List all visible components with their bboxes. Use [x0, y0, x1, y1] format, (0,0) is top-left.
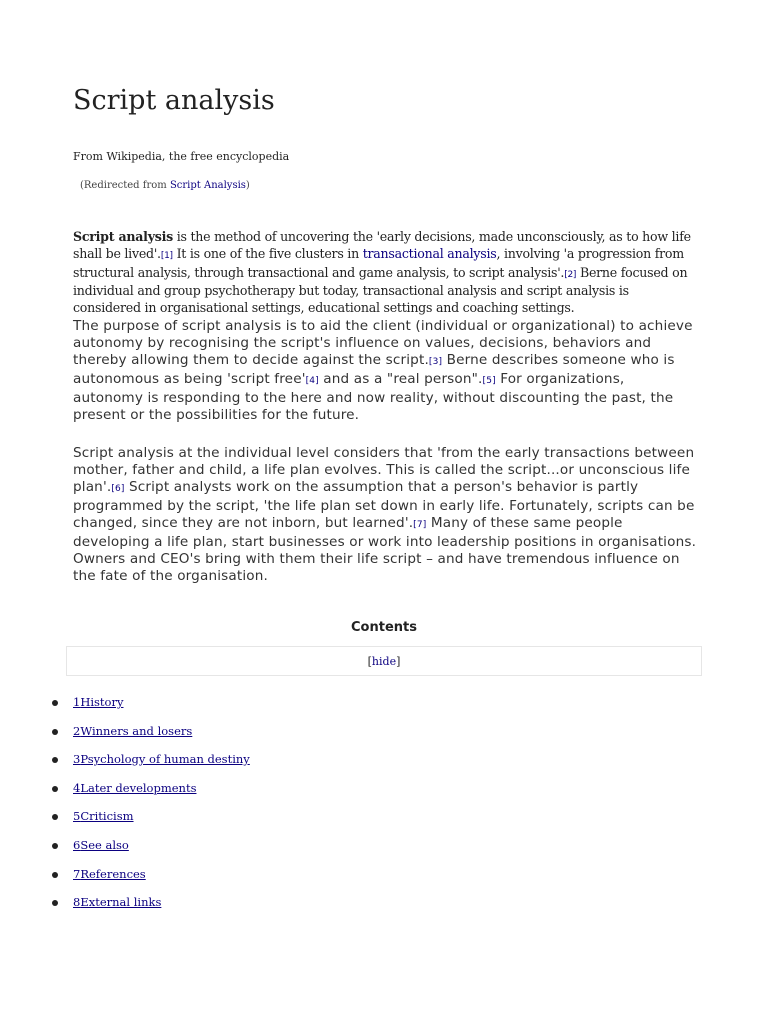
redirect-suffix: ): [245, 180, 250, 191]
bold-term: Script analysis: [73, 229, 173, 244]
purpose-paragraph: [73, 318, 698, 424]
redirect-source-link[interactable]: Script Analysis: [169, 180, 246, 191]
toc-link-psychology-of-human-destiny[interactable]: 3Psychology of human destiny: [73, 752, 250, 767]
toc-item: [0, 745, 250, 774]
ref-3-link[interactable]: [429, 352, 442, 368]
toc-hide-link[interactable]: hide: [371, 655, 397, 668]
purpose-text-3: and as a "real person".: [318, 371, 483, 387]
ref-6: [6]: [111, 484, 125, 494]
ref-7-link[interactable]: [413, 515, 426, 531]
bullet-icon: [52, 757, 58, 763]
toc-link-references[interactable]: 7References: [73, 866, 146, 881]
bullet-icon: [52, 700, 58, 706]
ref-4: [4]: [305, 376, 319, 386]
purpose-text-2: Berne describes someone who is autonomous as being 'script free': [73, 352, 675, 387]
ref-1: [1]: [160, 250, 173, 261]
ref-3: [3]: [428, 357, 443, 367]
toc-bracket-close: ]: [396, 655, 401, 668]
ref-6-link[interactable]: [111, 479, 124, 495]
redirect-notice: [80, 180, 250, 191]
ref-4-link[interactable]: [306, 371, 319, 387]
toc-item: [0, 688, 250, 717]
bullet-icon: [52, 843, 58, 849]
toc-title: Contents: [351, 620, 417, 635]
intro-text-3: , involving 'a progression from structural analysis, through transactional and game analysis, to script analysis'.: [73, 245, 684, 280]
toc-link-criticism[interactable]: 5Criticism: [73, 809, 134, 824]
toc-link-external-links[interactable]: 8External links: [73, 895, 162, 910]
ref-5: [5]: [482, 376, 496, 386]
bullet-icon: [52, 872, 58, 878]
toc-link-see-also[interactable]: 6See also: [73, 837, 129, 852]
purpose-text-1: The purpose of script analysis is to aid the client (individual or organizational) to achieve autonomy by recognising the script's influence on values, decisions, behaviors and thereby allowing them to decide against the script.: [73, 318, 693, 368]
toc-toggle-box: [66, 646, 702, 676]
bullet-icon: [52, 786, 58, 792]
individual-text-2: Script analysts work on the assumption that a person's behavior is partly programmed by the script, 'the life plan set down in early life. Fortunately, scripts can be changed, since they are not inborn, but learned'.: [73, 479, 695, 531]
bullet-icon: [52, 729, 58, 735]
site-tagline: From Wikipedia, the free encyclopedia: [73, 150, 290, 163]
toc-link-history[interactable]: 1History: [73, 695, 124, 709]
intro-paragraph: [73, 229, 698, 317]
toc-link-winners-and-losers[interactable]: 2Winners and losers: [73, 723, 193, 738]
intro-text-2: It is one of the five clusters in: [172, 245, 363, 261]
ref-7: [7]: [413, 520, 427, 530]
intro-text-4: Berne focused on individual and group psychotherapy but today, transactional analysis and script analysis is considered in organisational settings, educational settings and coaching settings.: [73, 264, 688, 316]
purpose-text-4: For organizations, autonomy is responding to the here and now reality, without discounting the past, the present or the possibilities for the future.: [73, 371, 674, 423]
ref-5-link[interactable]: [483, 371, 496, 387]
toc-item: [0, 802, 250, 831]
ref-2: [2]: [564, 269, 577, 280]
bullet-icon: [52, 814, 58, 820]
bullet-icon: [52, 900, 58, 906]
toc-item: [0, 860, 250, 889]
ref-2-link[interactable]: [564, 265, 576, 280]
individual-text-1: Script analysis at the individual level considers that 'from the early transactions between mother, father and child, a life plan evolves. This is called the script...or unconscious life plan'.: [73, 445, 695, 495]
individual-text-3: Many of these same people developing a life plan, start businesses or work into leadership positions in organisations. Owners and CEO's bring with them their life script – and have tremendous influence on the fate of the organisation.: [73, 515, 697, 584]
intro-text-1: is the method of uncovering the 'early decisions, made unconsciously, as to how life shall be lived'.: [73, 229, 691, 261]
toc-link-later-developments[interactable]: 4Later developments: [73, 780, 197, 795]
toc-list: [0, 688, 250, 917]
toc-item: [0, 888, 250, 917]
redirect-prefix: (Redirected from: [80, 180, 170, 191]
toc-bracket-open: [: [367, 655, 372, 668]
toc-item: [0, 774, 250, 803]
page-title: Script analysis: [73, 85, 275, 116]
ref-1-link[interactable]: [161, 246, 173, 261]
transactional-analysis-link[interactable]: transactional analysis: [362, 245, 497, 261]
toc-item: [0, 717, 250, 746]
individual-level-paragraph: [73, 445, 698, 585]
toc-item: [0, 831, 250, 860]
